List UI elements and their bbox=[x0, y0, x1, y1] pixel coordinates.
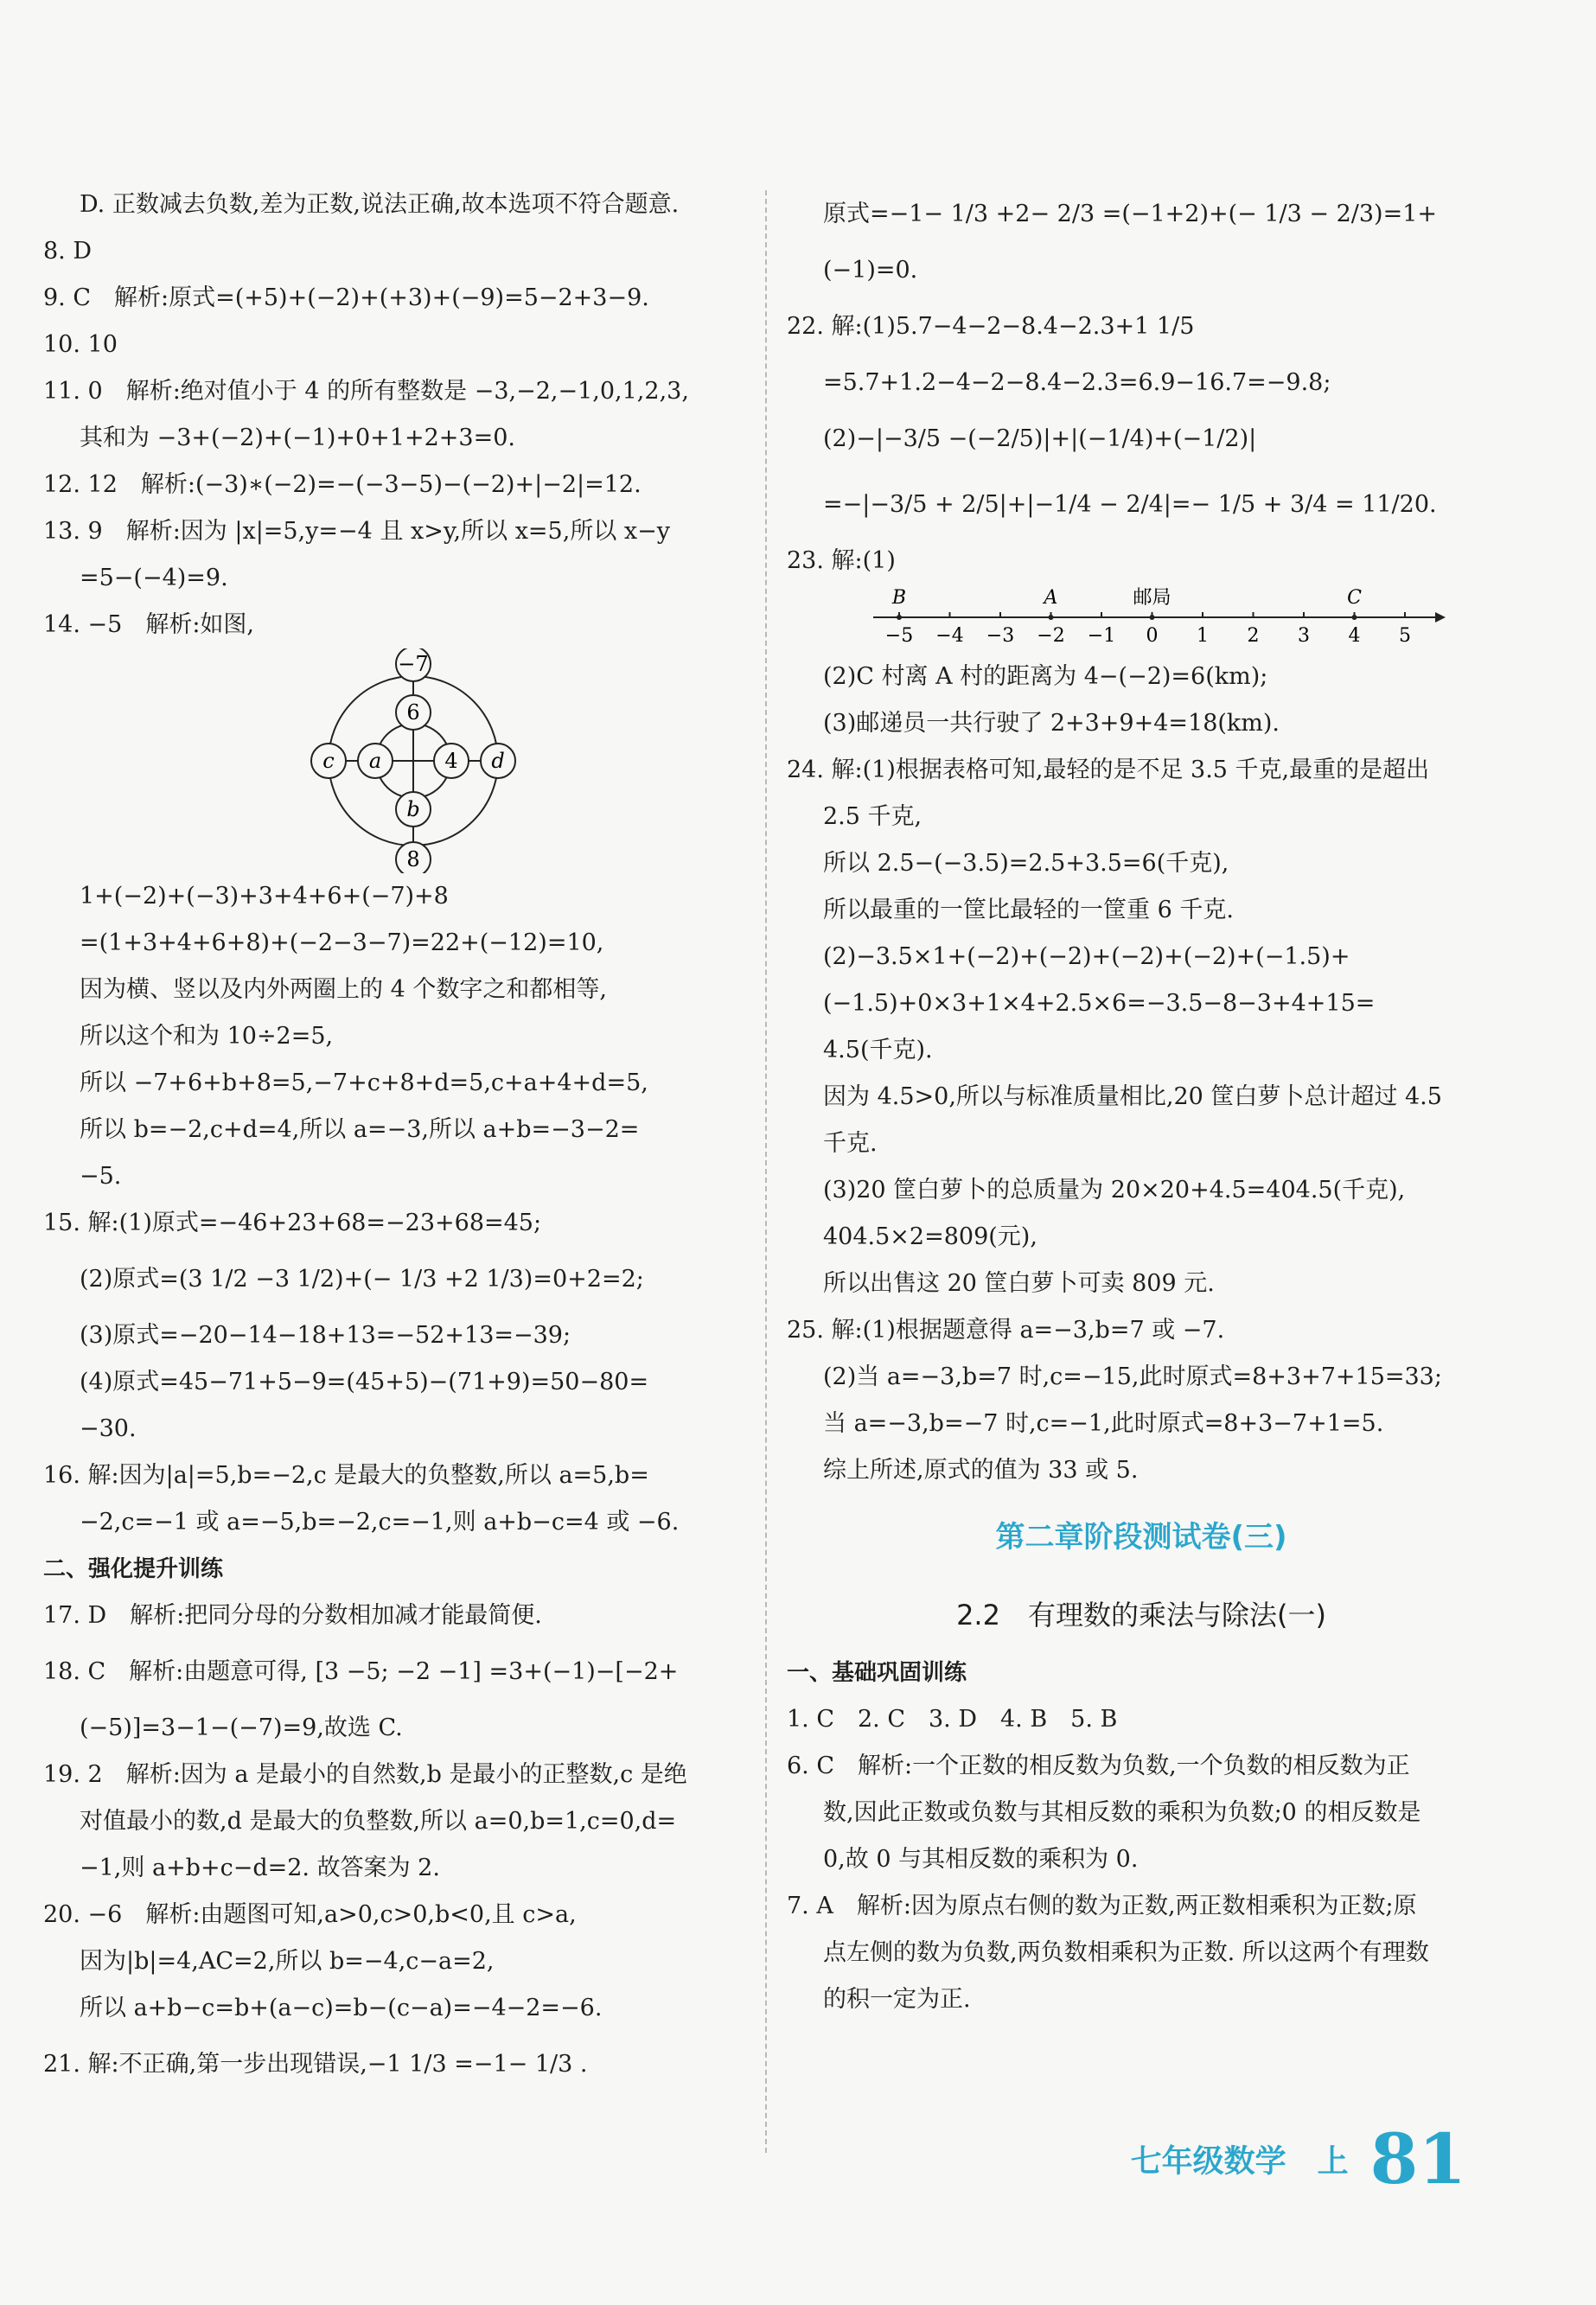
text-line: (2)当 a=−3,b=7 时,c=−15,此时原式=8+3+7+15=33; bbox=[823, 1363, 1442, 1390]
figure-center-left: a bbox=[368, 749, 382, 773]
text-line: 17. D 解析:把同分母的分数相加减才能最简便. bbox=[43, 1602, 542, 1629]
number-line-tick-label: 0 bbox=[1146, 625, 1159, 647]
text-line: 数,因此正数或负数与其相反数的乘积为负数;0 的相反数是 bbox=[823, 1799, 1421, 1826]
text-line: 所以这个和为 10÷2=5, bbox=[80, 1023, 334, 1050]
text-line: 对值最小的数,d 是最大的负整数,所以 a=0,b=1,c=0,d= bbox=[80, 1808, 677, 1835]
text-line: (2)−3.5×1+(−2)+(−2)+(−2)+(−2)+(−1.5)+ bbox=[823, 943, 1350, 970]
text-line: (4)原式=45−71+5−9=(45+5)−(71+9)=50−80= bbox=[80, 1369, 649, 1395]
text-line: (3)邮递员一共行驶了 2+3+9+4=18(km). bbox=[823, 710, 1280, 737]
text-line: (3)原式=−20−14−18+13=−52+13=−39; bbox=[80, 1322, 571, 1349]
number-line-tick-label: 4 bbox=[1348, 625, 1361, 647]
text-line: 的积一定为正. bbox=[823, 1986, 971, 2013]
text-line: D. 正数减去负数,差为正数,说法正确,故本选项不符合题意. bbox=[80, 191, 680, 218]
text-line: (−5)]=3−1−(−7)=9,故选 C. bbox=[80, 1714, 403, 1741]
text-line: 所以 b=−2,c+d=4,所以 a=−3,所以 a+b=−3−2= bbox=[80, 1116, 640, 1143]
number-line-tick-label: −5 bbox=[884, 625, 914, 647]
section-title: 2.2 有理数的乘法与除法(一) bbox=[956, 1599, 1326, 1631]
text-line: 14. −5 解析:如图, bbox=[43, 611, 255, 638]
text-line: 7. A 解析:因为原点右侧的数为正数,两正数相乘积为正数;原 bbox=[787, 1893, 1417, 1919]
text-line: 20. −6 解析:由题图可知,a>0,c>0,b<0,且 c>a, bbox=[43, 1901, 577, 1928]
number-line-tick-label: 3 bbox=[1298, 625, 1310, 647]
text-line: 所以出售这 20 筐白萝卜可卖 809 元. bbox=[823, 1270, 1215, 1297]
text-line: =5−(−4)=9. bbox=[80, 565, 228, 591]
text-line: 所以 2.5−(−3.5)=2.5+3.5=6(千克), bbox=[823, 850, 1229, 877]
figure-right: d bbox=[491, 749, 505, 773]
number-line-point-label: C bbox=[1347, 587, 1362, 609]
text-line: 0,故 0 与其相反数的乘积为 0. bbox=[823, 1846, 1139, 1873]
page-number: 81 bbox=[1369, 2118, 1466, 2200]
section-heading: 一、基础巩固训练 bbox=[787, 1660, 967, 1686]
text-line: 因为|b|=4,AC=2,所以 b=−4,c−a=2, bbox=[80, 1948, 495, 1975]
figure-lower: b bbox=[406, 797, 420, 821]
text-line: 1. C 2. C 3. D 4. B 5. B bbox=[787, 1706, 1118, 1733]
circle-diagram bbox=[43, 648, 744, 873]
text-line: −5. bbox=[80, 1163, 122, 1190]
grade-label: 七年级数学 上 bbox=[1130, 2143, 1349, 2180]
text-line: 综上所述,原式的值为 33 或 5. bbox=[823, 1457, 1139, 1484]
number-line-point bbox=[1049, 615, 1054, 620]
text-line: 因为 4.5>0,所以与标准质量相比,20 筐白萝卜总计超过 4.5 bbox=[823, 1083, 1442, 1110]
text-line: =−|−3/5 + 2/5|+|−1/4 − 2/4|=− 1/5 + 3/4 = 11/20. bbox=[823, 491, 1437, 518]
number-line-point bbox=[897, 615, 902, 620]
text-line: 所以 a+b−c=b+(a−c)=b−(c−a)=−4−2=−6. bbox=[80, 1995, 603, 2021]
text-line: 点左侧的数为负数,两负数相乘积为正数. 所以这两个有理数 bbox=[823, 1939, 1429, 1966]
text-line: 11. 0 解析:绝对值小于 4 的所有整数是 −3,−2,−1,0,1,2,3, bbox=[43, 378, 689, 405]
text-line: 4.5(千克). bbox=[823, 1037, 933, 1063]
number-line-tick-label: −3 bbox=[986, 625, 1015, 647]
number-line-point-label: A bbox=[1044, 587, 1058, 609]
right-column bbox=[787, 182, 1496, 2023]
text-line: 13. 9 解析:因为 |x|=5,y=−4 且 x>y,所以 x=5,所以 x−y bbox=[43, 518, 671, 545]
text-line: 2.5 千克, bbox=[823, 803, 922, 830]
text-line: (2)−|−3/5 −(−2/5)|+|(−1/4)+(−1/2)| bbox=[823, 425, 1257, 452]
section-heading: 二、强化提升训练 bbox=[43, 1556, 224, 1582]
text-line: 千克. bbox=[823, 1130, 878, 1157]
number-line-tick-label: 5 bbox=[1399, 625, 1411, 647]
text-line: −2,c=−1 或 a=−5,b=−2,c=−1,则 a+b−c=4 或 −6. bbox=[80, 1509, 680, 1536]
number-line-tick-label: 2 bbox=[1247, 625, 1260, 647]
circle-figure bbox=[43, 648, 744, 873]
column-divider bbox=[765, 190, 767, 2153]
figure-bottom: 8 bbox=[406, 847, 420, 872]
figure-top: −7 bbox=[398, 652, 429, 676]
text-line: (3)20 筐白萝卜的总质量为 20×20+4.5=404.5(千克), bbox=[823, 1177, 1406, 1204]
text-line: −1,则 a+b+c−d=2. 故答案为 2. bbox=[80, 1855, 440, 1881]
text-line: (2)C 村离 A 村的距离为 4−(−2)=6(km); bbox=[823, 663, 1268, 690]
number-line-point bbox=[1352, 615, 1357, 620]
number-line bbox=[787, 584, 1496, 654]
number-line-point-label: 邮局 bbox=[1133, 587, 1171, 609]
text-line: 当 a=−3,b=−7 时,c=−1,此时原式=8+3−7+1=5. bbox=[823, 1410, 1384, 1437]
number-line-svg bbox=[787, 584, 1496, 654]
text-line: 1+(−2)+(−3)+3+4+6+(−7)+8 bbox=[80, 883, 449, 910]
text-line: =5.7+1.2−4−2−8.4−2.3=6.9−16.7=−9.8; bbox=[823, 369, 1331, 396]
text-line: 所以 −7+6+b+8=5,−7+c+8+d=5,c+a+4+d=5, bbox=[80, 1069, 648, 1096]
text-line: (2)原式=(3 1/2 −3 1/2)+(− 1/3 +2 1/3)=0+2=2; bbox=[80, 1266, 644, 1293]
text-line: 23. 解:(1) bbox=[787, 547, 896, 574]
number-line-tick-label: −2 bbox=[1037, 625, 1065, 647]
text-line: 16. 解:因为|a|=5,b=−2,c 是最大的负整数,所以 a=5,b= bbox=[43, 1462, 649, 1489]
text-line: 21. 解:不正确,第一步出现错误,−1 1/3 =−1− 1/3 . bbox=[43, 2051, 588, 2078]
page-footer bbox=[1131, 2118, 1466, 2200]
text-line: 25. 解:(1)根据题意得 a=−3,b=7 或 −7. bbox=[787, 1317, 1225, 1344]
text-line: −30. bbox=[80, 1415, 137, 1442]
text-line: 15. 解:(1)原式=−46+23+68=−23+68=45; bbox=[43, 1210, 542, 1236]
text-line: 19. 2 解析:因为 a 是最小的自然数,b 是最小的正整数,c 是绝 bbox=[43, 1761, 687, 1788]
text-line: 22. 解:(1)5.7−4−2−8.4−2.3+1 1/5 bbox=[787, 313, 1195, 340]
text-line: 9. C 解析:原式=(+5)+(−2)+(+3)+(−9)=5−2+3−9. bbox=[43, 284, 649, 311]
text-line: 12. 12 解析:(−3)∗(−2)=−(−3−5)−(−2)+|−2|=12. bbox=[43, 471, 642, 498]
text-line: 原式=−1− 1/3 +2− 2/3 =(−1+2)+(− 1/3 − 2/3)=1+ bbox=[823, 201, 1438, 227]
number-line-tick-label: −4 bbox=[935, 625, 964, 647]
text-line: =(1+3+4+6+8)+(−2−3−7)=22+(−12)=10, bbox=[80, 929, 604, 956]
figure-upper: 6 bbox=[406, 700, 420, 725]
number-line-point-label: B bbox=[891, 587, 907, 609]
text-line: 18. C 解析:由题意可得, [3 −5; −2 −1] =3+(−1)−[−2+ bbox=[43, 1658, 679, 1685]
text-line: 24. 解:(1)根据表格可知,最轻的是不足 3.5 千克,最重的是超出 bbox=[787, 757, 1430, 783]
text-line: 6. C 解析:一个正数的相反数为负数,一个负数的相反数为正 bbox=[787, 1753, 1410, 1779]
text-line: 8. D bbox=[43, 238, 92, 265]
text-line: (−1.5)+0×3+1×4+2.5×6=−3.5−8−3+4+15= bbox=[823, 990, 1376, 1017]
left-column bbox=[43, 182, 744, 2097]
text-line: 因为横、竖以及内外两圈上的 4 个数字之和都相等, bbox=[80, 976, 607, 1003]
number-line-tick-label: 1 bbox=[1197, 625, 1209, 647]
text-line: 所以最重的一筐比最轻的一筐重 6 千克. bbox=[823, 897, 1234, 923]
chapter-title: 第二章阶段测试卷(三) bbox=[995, 1520, 1287, 1555]
text-line: 404.5×2=809(元), bbox=[823, 1223, 1037, 1250]
number-line-point bbox=[1150, 615, 1155, 620]
figure-center-right: 4 bbox=[444, 749, 458, 773]
figure-left: c bbox=[322, 749, 335, 773]
text-line: (−1)=0. bbox=[823, 257, 918, 284]
number-line-tick-label: −1 bbox=[1087, 625, 1116, 647]
text-line: 10. 10 bbox=[43, 331, 118, 358]
text-line: 其和为 −3+(−2)+(−1)+0+1+2+3=0. bbox=[80, 425, 515, 451]
